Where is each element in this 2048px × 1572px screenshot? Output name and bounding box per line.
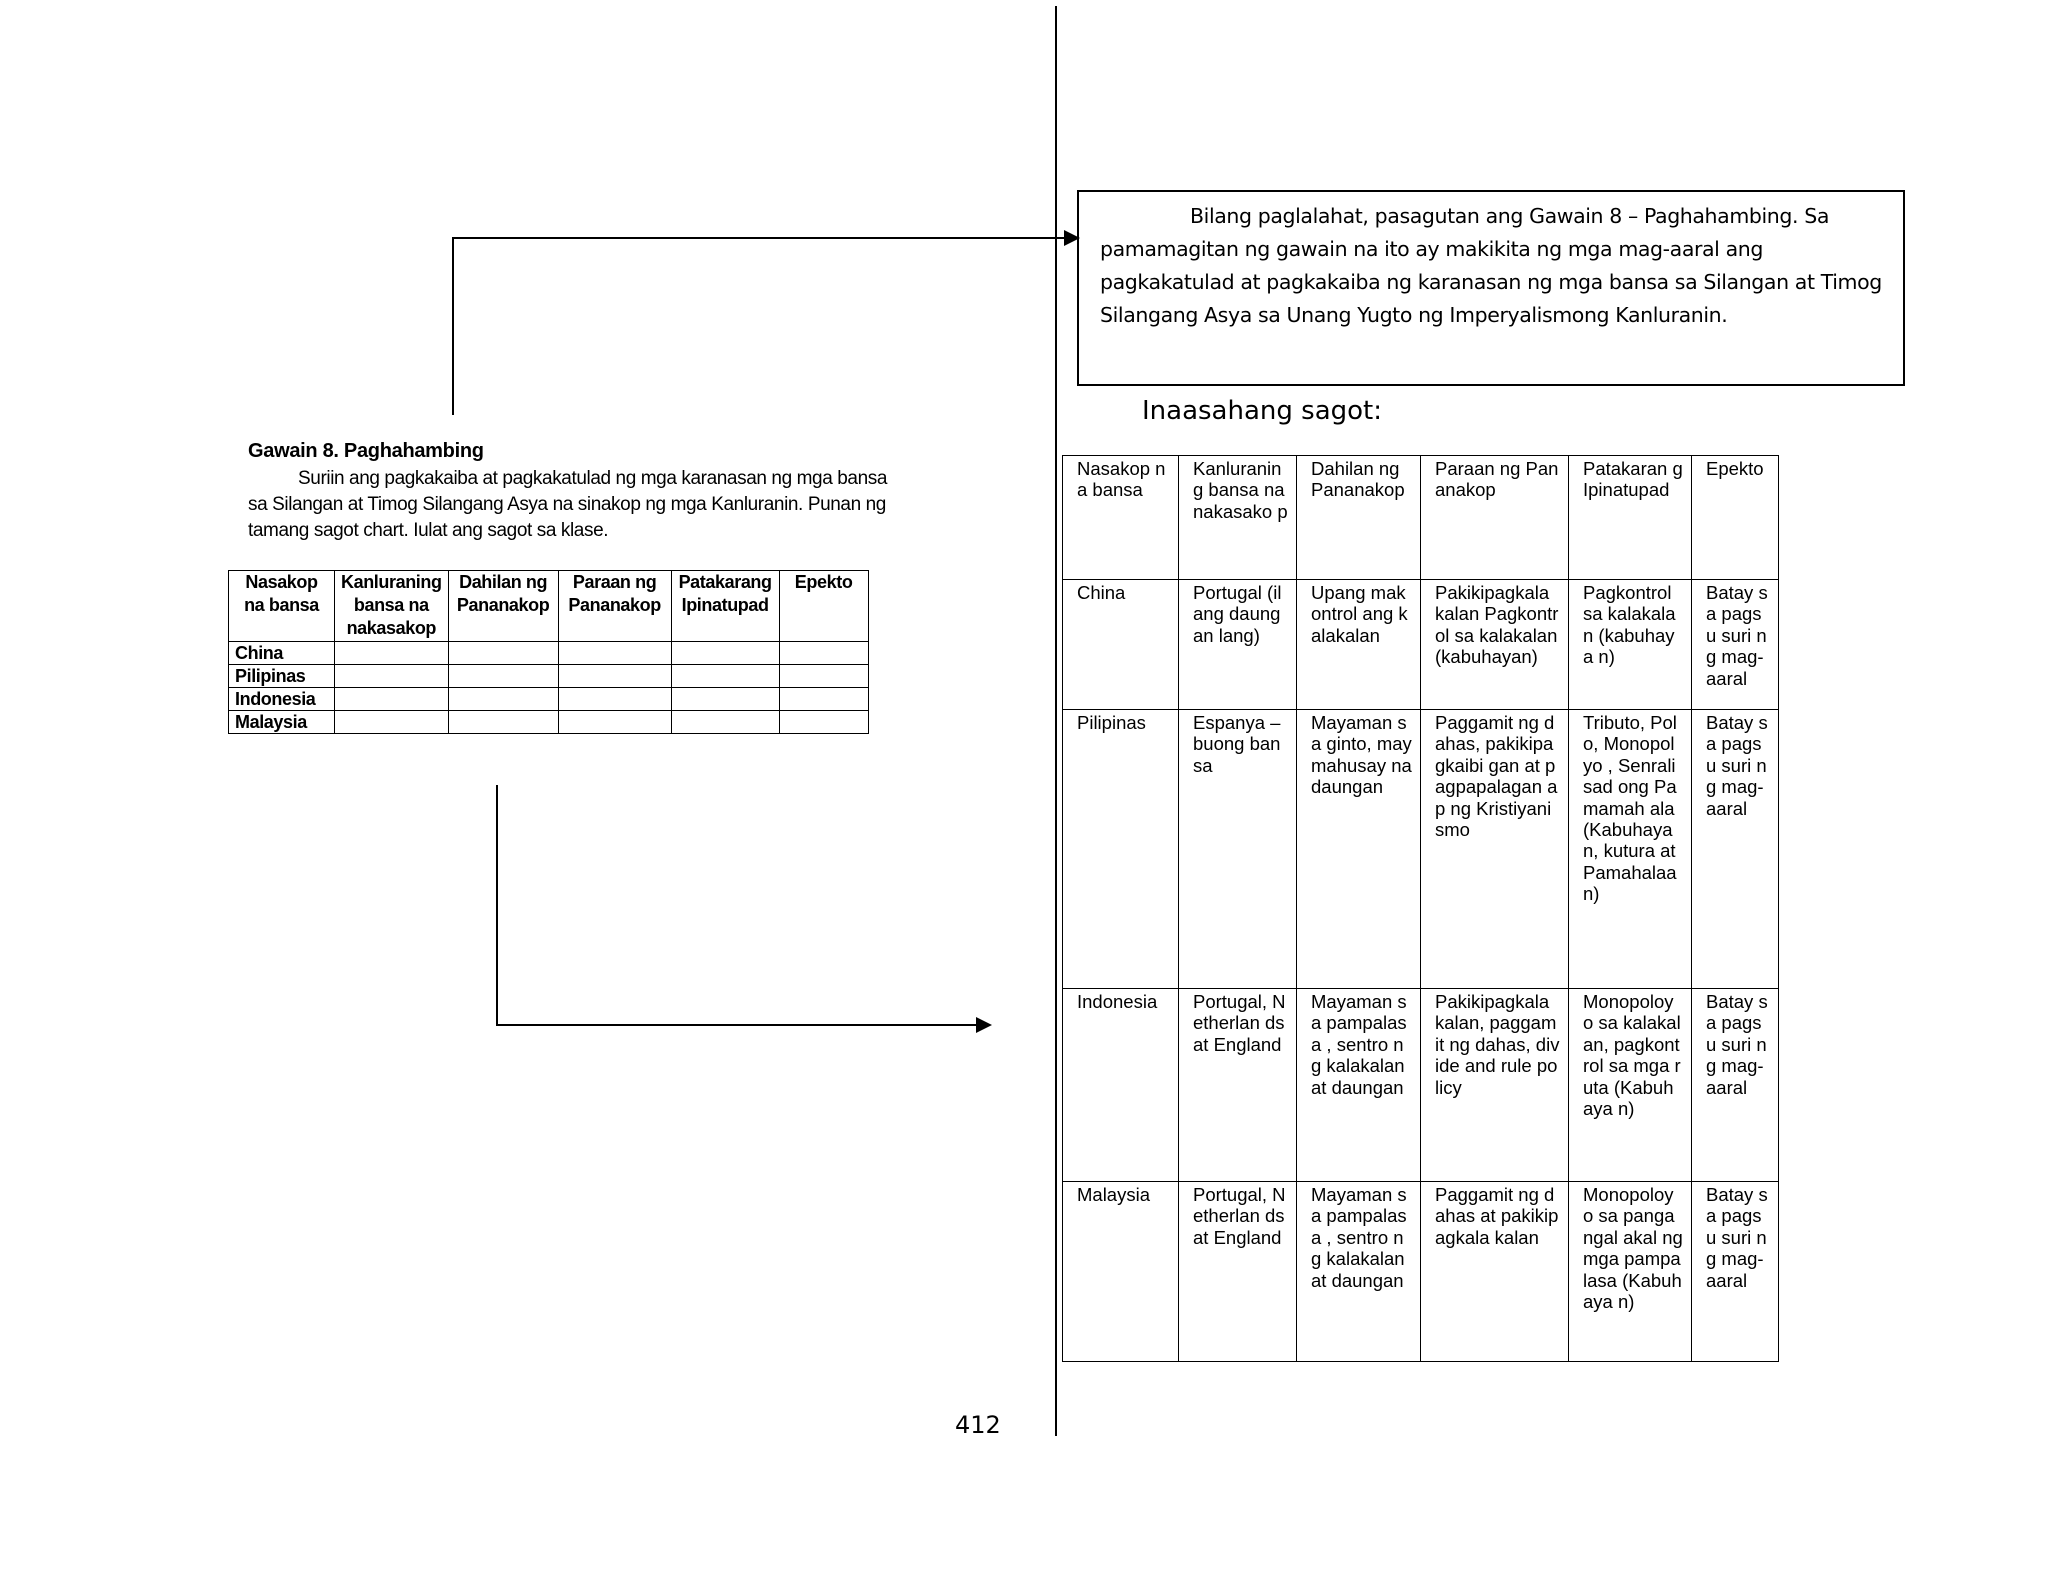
answer-cell: Espanya – buong bansa [1179,710,1297,989]
answer-cell: China [1063,580,1179,710]
instruction-line-1: Suriin ang pagkakaiba at pagkakatulad ng mga karanasan ng mga bansa [298,468,888,489]
table-row [1063,1182,1779,1362]
table-row [1063,710,1779,989]
connector-top-vertical [452,237,454,415]
table-blank-cell[interactable] [335,688,449,711]
table-header-cell: Dahilan ng Pananakop [448,571,558,642]
answer-cell: Pakikipagkala kalan Pagkontrol sa kalakalan (kabuhayan) [1421,580,1569,710]
table-blank-cell[interactable] [448,642,558,665]
connector-bottom-horizontal [496,1024,980,1026]
answer-cell: Batay sa pagsu suri ng mag- aaral [1692,580,1779,710]
instruction-line-2: sa Silangan at Timog Silangang Asya na sinakop ng mga Kanluranin. Punan ng [248,494,886,515]
table-row [229,642,869,665]
summary-text: Bilang paglalahat, pasagutan ang Gawain 8 – Paghahambing. Sa pamamagitan ng gawain na ito ay makikita ng mga mag-aaral ang pagkakatulad at pagkakaiba ng karanasan ng mga bansa sa Silangan at Timog Silangang Asya sa Unang Yugto ng Imperyalismong Kanluranin. [1100,204,1882,327]
answer-cell: Tributo, Polo, Monopolyo , Senralisad ong Pamamah ala (Kabuhaya n, kutura at Pamahalaa n) [1569,710,1692,989]
answer-cell: Pilipinas [1063,710,1179,989]
answer-header-cell: Dahilan ng Pananakop [1297,456,1421,580]
answer-cell: Pakikipagkala kalan, paggamit ng dahas, divide and rule policy [1421,989,1569,1182]
table-row [229,688,869,711]
answer-cell: Portugal, Netherlan ds at England [1179,1182,1297,1362]
answer-table [1062,455,1779,1362]
table-blank-cell[interactable] [779,711,868,734]
answer-cell: Malaysia [1063,1182,1179,1362]
table-row [1063,580,1779,710]
answer-cell: Pagkontrol sa kalakalan (kabuhaya n) [1569,580,1692,710]
worksheet-table [228,570,869,734]
table-blank-cell[interactable] [335,711,449,734]
table-header-cell: Nasakop na bansa [229,571,335,642]
answer-header-cell: Patakaran g Ipinatupad [1569,456,1692,580]
summary-box [1077,190,1905,386]
table-blank-cell[interactable] [671,688,779,711]
table-blank-cell[interactable] [671,711,779,734]
worksheet-title: Gawain 8. Paghahambing [248,440,484,462]
table-blank-cell[interactable] [671,665,779,688]
answer-header-cell: Paraan ng Pananakop [1421,456,1569,580]
table-blank-cell[interactable] [558,688,671,711]
connector-bottom-vertical [496,785,498,1025]
worksheet-instructions [248,466,888,544]
instruction-line-3: tamang sagot chart. Iulat ang sagot sa klase. [248,520,609,541]
answer-cell: Mayaman sa pampalasa , sentro ng kalakalan at daungan [1297,1182,1421,1362]
table-blank-cell[interactable] [335,642,449,665]
table-row-label: China [229,642,335,665]
answer-cell: Batay sa pagsu suri ng mag- aaral [1692,989,1779,1182]
answer-cell: Monopoloy o sa pangangal akal ng mga pampalasa (Kabuhaya n) [1569,1182,1692,1362]
arrow-right-icon [976,1017,992,1033]
answer-header-cell: Kanluranin g bansa na nakasako p [1179,456,1297,580]
answer-header-cell: Epekto [1692,456,1779,580]
answer-cell: Paggamit ng dahas, pakikipagkaibi gan at pagpapalagan ap ng Kristiyanismo [1421,710,1569,989]
answer-cell: Upang makontrol ang kalakalan [1297,580,1421,710]
answer-cell: Portugal (ilang daungan lang) [1179,580,1297,710]
table-blank-cell[interactable] [671,642,779,665]
answer-cell: Paggamit ng dahas at pakikipagkala kalan [1421,1182,1569,1362]
connector-top-horizontal [452,237,1069,239]
table-blank-cell[interactable] [558,642,671,665]
table-blank-cell[interactable] [335,665,449,688]
table-blank-cell[interactable] [779,688,868,711]
table-blank-cell[interactable] [448,688,558,711]
table-header-cell: Patakarang Ipinatupad [671,571,779,642]
table-blank-cell[interactable] [448,665,558,688]
table-blank-cell[interactable] [779,665,868,688]
page-number: 412 [955,1411,1001,1439]
page-divider [1055,6,1057,1436]
table-row-label: Malaysia [229,711,335,734]
table-blank-cell[interactable] [779,642,868,665]
table-row [229,665,869,688]
answer-header-row [1063,456,1779,580]
answer-cell: Mayaman sa pampalasa , sentro ng kalakalan at daungan [1297,989,1421,1182]
table-blank-cell[interactable] [558,711,671,734]
answer-cell: Mayaman sa ginto, may mahusay na daungan [1297,710,1421,989]
table-header-row [229,571,869,642]
table-header-cell: Epekto [779,571,868,642]
table-row [229,711,869,734]
table-header-cell: Kanluraning bansa na nakasakop [335,571,449,642]
table-blank-cell[interactable] [558,665,671,688]
answer-header-cell: Nasakop na bansa [1063,456,1179,580]
table-row-label: Indonesia [229,688,335,711]
table-row-label: Pilipinas [229,665,335,688]
answer-cell: Batay sa pagsu suri ng mag- aaral [1692,710,1779,989]
answer-cell: Batay sa pagsu suri ng mag- aaral [1692,1182,1779,1362]
answer-cell: Indonesia [1063,989,1179,1182]
answer-cell: Portugal, Netherlan ds at England [1179,989,1297,1182]
table-row [1063,989,1779,1182]
table-header-cell: Paraan ng Pananakop [558,571,671,642]
expected-answer-label: Inaasahang sagot: [1142,396,1382,426]
answer-cell: Monopoloy o sa kalakalan, pagkontrol sa mga ruta (Kabuhaya n) [1569,989,1692,1182]
table-blank-cell[interactable] [448,711,558,734]
